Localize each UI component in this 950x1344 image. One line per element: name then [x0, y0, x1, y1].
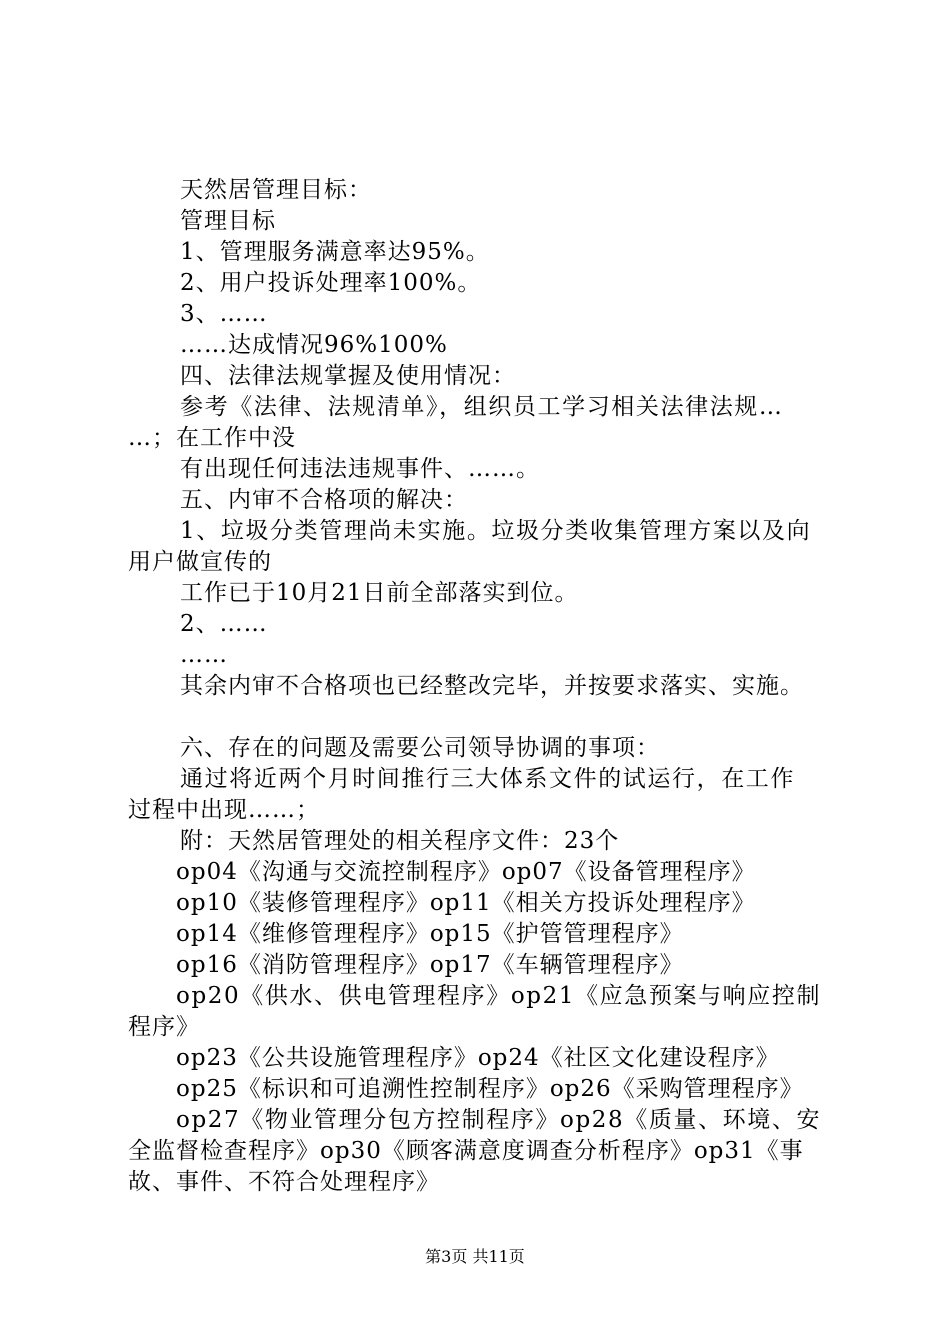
text-line: 通过将近两个月时间推行三大体系文件的试运行，在工作	[180, 766, 795, 792]
paragraph-gap	[128, 702, 838, 733]
text-line: 其余内审不合格项也已经整改完毕，并按要求落实、实施。	[180, 673, 804, 699]
text-line: 六、存在的问题及需要公司领导协调的事项：	[180, 735, 660, 761]
text-line: 管理目标	[180, 208, 276, 234]
text-line: 故、事件、不符合处理程序》	[128, 1169, 440, 1195]
text-line: 2、用户投诉处理率100%。	[180, 270, 482, 296]
text-line: op16《消防管理程序》op17《车辆管理程序》	[176, 952, 684, 978]
text-line: op25《标识和可追溯性控制程序》op26《采购管理程序》	[176, 1076, 804, 1102]
text-line: op20《供水、供电管理程序》op21《应急预案与响应控制	[176, 983, 822, 1009]
document-body	[128, 175, 838, 1198]
text-line: 附：天然居管理处的相关程序文件：23个	[180, 828, 620, 854]
text-line: 用户做宣传的	[128, 549, 272, 575]
text-line: op10《装修管理程序》op11《相关方投诉处理程序》	[176, 890, 756, 916]
page-footer: 第3页 共11页	[425, 1247, 525, 1266]
text-line: 全监督检查程序》op30《顾客满意度调查分析程序》op31《事	[128, 1138, 804, 1164]
text-line: 五、内审不合格项的解决：	[180, 487, 468, 513]
text-line: 2、……	[180, 611, 268, 637]
text-line: 过程中出现……；	[128, 797, 320, 823]
text-line: 工作已于10月21日前全部落实到位。	[180, 580, 579, 606]
text-line: op14《维修管理程序》op15《护管管理程序》	[176, 921, 684, 947]
text-line: 1、管理服务满意率达95%。	[180, 239, 490, 265]
text-line: op04《沟通与交流控制程序》op07《设备管理程序》	[176, 859, 756, 885]
text-line: op23《公共设施管理程序》op24《社区文化建设程序》	[176, 1045, 780, 1071]
text-line: 天然居管理目标：	[180, 177, 372, 203]
text-line: 程序》	[128, 1014, 200, 1040]
text-line: …；在工作中没	[128, 425, 296, 451]
text-line: 3、……	[180, 301, 268, 327]
text-line: 参考《法律、法规清单》，组织员工学习相关法律法规…	[180, 394, 784, 420]
text-line: ……	[180, 642, 228, 668]
text-line: 四、法律法规掌握及使用情况：	[180, 363, 516, 389]
text-line: op27《物业管理分包方控制程序》op28《质量、环境、安	[176, 1107, 822, 1133]
text-line: 1、垃圾分类管理尚未实施。垃圾分类收集管理方案以及向	[180, 518, 812, 544]
text-line: ……达成情况96%100%	[180, 332, 448, 358]
text-line: 有出现任何违法违规事件、……。	[180, 456, 540, 482]
